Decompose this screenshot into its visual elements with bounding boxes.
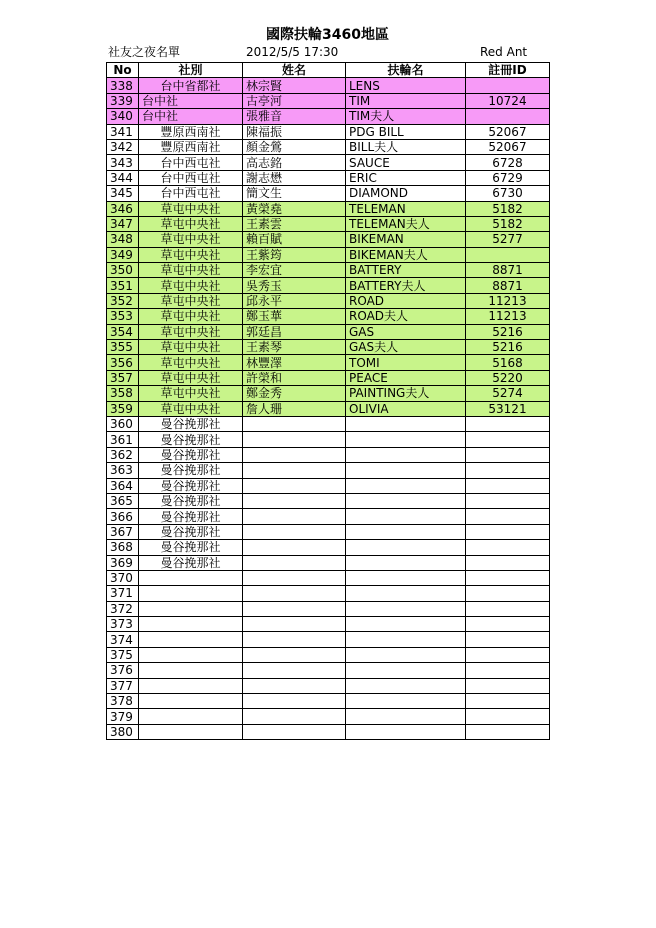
row-rotary-name	[346, 663, 466, 678]
row-registration-id	[466, 109, 550, 124]
row-rotary-name	[346, 555, 466, 570]
row-club: 草屯中央社	[139, 232, 243, 247]
row-club: 草屯中央社	[139, 370, 243, 385]
table-row	[107, 463, 550, 478]
row-member-name: 郭廷昌	[243, 324, 346, 339]
row-member-name: 李宏宜	[243, 263, 346, 278]
row-registration-id	[466, 617, 550, 632]
author-label: Red Ant	[480, 45, 528, 59]
row-number: 354	[107, 324, 139, 339]
row-rotary-name: PDG BILL	[346, 124, 466, 139]
row-number: 346	[107, 201, 139, 216]
row-club: 台中社	[139, 109, 243, 124]
row-club	[139, 586, 243, 601]
row-club: 台中社	[139, 93, 243, 108]
row-number: 339	[107, 93, 139, 108]
table-row	[107, 586, 550, 601]
row-registration-id: 5168	[466, 355, 550, 370]
row-club	[139, 601, 243, 616]
row-number: 373	[107, 617, 139, 632]
row-club: 台中西屯社	[139, 170, 243, 185]
table-row	[107, 201, 550, 216]
table-row	[107, 170, 550, 185]
table-row	[107, 632, 550, 647]
table-row	[107, 663, 550, 678]
row-registration-id: 5182	[466, 216, 550, 231]
row-rotary-name: TELEMAN夫人	[346, 216, 466, 231]
row-rotary-name: ROAD	[346, 293, 466, 308]
table-row	[107, 524, 550, 539]
table-row	[107, 724, 550, 739]
table-row	[107, 78, 550, 93]
row-number: 358	[107, 386, 139, 401]
row-rotary-name	[346, 694, 466, 709]
row-registration-id	[466, 247, 550, 262]
row-member-name	[243, 678, 346, 693]
row-rotary-name: TELEMAN	[346, 201, 466, 216]
row-member-name: 謝志懋	[243, 170, 346, 185]
row-club	[139, 709, 243, 724]
row-number: 345	[107, 186, 139, 201]
row-number: 356	[107, 355, 139, 370]
table-row	[107, 678, 550, 693]
row-rotary-name: LENS	[346, 78, 466, 93]
row-club: 台中省都社	[139, 78, 243, 93]
row-member-name	[243, 509, 346, 524]
row-club: 草屯中央社	[139, 386, 243, 401]
row-rotary-name	[346, 493, 466, 508]
row-registration-id: 8871	[466, 263, 550, 278]
table-row	[107, 355, 550, 370]
row-member-name: 林豐澤	[243, 355, 346, 370]
table-row	[107, 324, 550, 339]
row-member-name: 王素琴	[243, 340, 346, 355]
row-number: 355	[107, 340, 139, 355]
row-registration-id	[466, 570, 550, 585]
row-club	[139, 678, 243, 693]
row-registration-id	[466, 586, 550, 601]
row-number: 365	[107, 493, 139, 508]
row-registration-id	[466, 678, 550, 693]
table-row	[107, 263, 550, 278]
row-rotary-name: GAS	[346, 324, 466, 339]
row-member-name	[243, 617, 346, 632]
row-number: 378	[107, 694, 139, 709]
row-club: 草屯中央社	[139, 247, 243, 262]
row-member-name	[243, 463, 346, 478]
column-header-no: No	[107, 63, 139, 78]
row-number: 367	[107, 524, 139, 539]
row-registration-id	[466, 416, 550, 431]
row-number: 362	[107, 447, 139, 462]
row-registration-id: 52067	[466, 124, 550, 139]
row-rotary-name: BIKEMAN	[346, 232, 466, 247]
row-rotary-name	[346, 601, 466, 616]
row-member-name: 邱永平	[243, 293, 346, 308]
row-number: 364	[107, 478, 139, 493]
row-registration-id	[466, 432, 550, 447]
row-rotary-name	[346, 647, 466, 662]
row-number: 369	[107, 555, 139, 570]
table-row	[107, 109, 550, 124]
row-registration-id: 6729	[466, 170, 550, 185]
row-club: 草屯中央社	[139, 355, 243, 370]
row-club: 草屯中央社	[139, 201, 243, 216]
row-club: 曼谷挽那社	[139, 432, 243, 447]
row-member-name: 詹人珊	[243, 401, 346, 416]
row-rotary-name: PEACE	[346, 370, 466, 385]
row-registration-id: 8871	[466, 278, 550, 293]
table-row	[107, 540, 550, 555]
row-number: 349	[107, 247, 139, 262]
print-datetime: 2012/5/5 17:30	[246, 45, 339, 59]
row-number: 342	[107, 139, 139, 154]
row-member-name: 黃榮堯	[243, 201, 346, 216]
row-rotary-name: ROAD夫人	[346, 309, 466, 324]
row-number: 341	[107, 124, 139, 139]
row-number: 380	[107, 724, 139, 739]
table-row	[107, 570, 550, 585]
row-member-name	[243, 709, 346, 724]
row-rotary-name	[346, 540, 466, 555]
row-club: 曼谷挽那社	[139, 524, 243, 539]
table-row	[107, 647, 550, 662]
row-registration-id: 5216	[466, 324, 550, 339]
table-row	[107, 216, 550, 231]
row-rotary-name: SAUCE	[346, 155, 466, 170]
row-member-name	[243, 493, 346, 508]
row-club: 草屯中央社	[139, 401, 243, 416]
row-number: 344	[107, 170, 139, 185]
table-row	[107, 601, 550, 616]
table-row	[107, 309, 550, 324]
row-registration-id	[466, 78, 550, 93]
row-rotary-name: BILL夫人	[346, 139, 466, 154]
row-club	[139, 617, 243, 632]
row-rotary-name: TIM夫人	[346, 109, 466, 124]
row-rotary-name: OLIVIA	[346, 401, 466, 416]
row-registration-id: 5182	[466, 201, 550, 216]
row-club	[139, 663, 243, 678]
row-number: 348	[107, 232, 139, 247]
row-rotary-name	[346, 416, 466, 431]
row-registration-id: 6730	[466, 186, 550, 201]
row-registration-id	[466, 478, 550, 493]
row-member-name: 吳秀玉	[243, 278, 346, 293]
table-row	[107, 555, 550, 570]
row-registration-id: 6728	[466, 155, 550, 170]
row-rotary-name: DIAMOND	[346, 186, 466, 201]
row-registration-id: 5216	[466, 340, 550, 355]
row-number: 340	[107, 109, 139, 124]
row-registration-id	[466, 555, 550, 570]
row-club: 豐原西南社	[139, 124, 243, 139]
row-rotary-name	[346, 617, 466, 632]
row-registration-id: 52067	[466, 139, 550, 154]
row-number: 360	[107, 416, 139, 431]
row-club: 草屯中央社	[139, 278, 243, 293]
row-number: 353	[107, 309, 139, 324]
row-member-name: 王素雲	[243, 216, 346, 231]
row-number: 376	[107, 663, 139, 678]
column-header-name: 姓名	[243, 63, 346, 78]
row-registration-id: 5220	[466, 370, 550, 385]
row-rotary-name	[346, 724, 466, 739]
row-member-name	[243, 524, 346, 539]
row-registration-id: 5277	[466, 232, 550, 247]
row-number: 363	[107, 463, 139, 478]
row-registration-id	[466, 601, 550, 616]
row-club: 曼谷挽那社	[139, 478, 243, 493]
row-number: 370	[107, 570, 139, 585]
row-member-name: 林宗賢	[243, 78, 346, 93]
row-member-name: 古亭河	[243, 93, 346, 108]
row-member-name	[243, 432, 346, 447]
row-rotary-name	[346, 678, 466, 693]
table-row	[107, 694, 550, 709]
row-number: 377	[107, 678, 139, 693]
row-registration-id	[466, 447, 550, 462]
row-registration-id	[466, 493, 550, 508]
row-member-name: 陳福振	[243, 124, 346, 139]
page-title: 國際扶輪3460地區	[266, 27, 389, 43]
table-row	[107, 186, 550, 201]
row-member-name	[243, 447, 346, 462]
row-registration-id: 11213	[466, 309, 550, 324]
table-row	[107, 401, 550, 416]
table-row	[107, 416, 550, 431]
row-registration-id	[466, 632, 550, 647]
row-club: 草屯中央社	[139, 216, 243, 231]
table-row	[107, 232, 550, 247]
row-number: 343	[107, 155, 139, 170]
row-number: 366	[107, 509, 139, 524]
table-row	[107, 293, 550, 308]
table-row	[107, 93, 550, 108]
row-number: 338	[107, 78, 139, 93]
row-member-name: 張雅音	[243, 109, 346, 124]
row-member-name: 王紫筠	[243, 247, 346, 262]
row-rotary-name: PAINTING夫人	[346, 386, 466, 401]
list-subtitle: 社友之夜名單	[108, 45, 181, 59]
row-number: 347	[107, 216, 139, 231]
row-number: 361	[107, 432, 139, 447]
row-member-name	[243, 570, 346, 585]
row-club: 曼谷挽那社	[139, 509, 243, 524]
row-number: 374	[107, 632, 139, 647]
row-club: 草屯中央社	[139, 263, 243, 278]
row-registration-id	[466, 509, 550, 524]
row-rotary-name: GAS夫人	[346, 340, 466, 355]
row-number: 375	[107, 647, 139, 662]
table-header-row	[107, 63, 550, 78]
row-registration-id: 53121	[466, 401, 550, 416]
row-member-name	[243, 540, 346, 555]
row-member-name	[243, 647, 346, 662]
row-registration-id	[466, 524, 550, 539]
row-club: 台中西屯社	[139, 155, 243, 170]
row-club	[139, 570, 243, 585]
row-rotary-name	[346, 478, 466, 493]
row-rotary-name: TIM	[346, 93, 466, 108]
row-member-name: 賴百賦	[243, 232, 346, 247]
table-row	[107, 709, 550, 724]
row-registration-id	[466, 663, 550, 678]
row-club: 曼谷挽那社	[139, 540, 243, 555]
row-club: 草屯中央社	[139, 340, 243, 355]
table-row	[107, 432, 550, 447]
table-row	[107, 478, 550, 493]
row-rotary-name	[346, 524, 466, 539]
row-club	[139, 724, 243, 739]
row-club: 台中西屯社	[139, 186, 243, 201]
table-row	[107, 509, 550, 524]
row-number: 351	[107, 278, 139, 293]
row-number: 371	[107, 586, 139, 601]
row-member-name	[243, 724, 346, 739]
row-club	[139, 647, 243, 662]
row-number: 372	[107, 601, 139, 616]
row-member-name	[243, 632, 346, 647]
row-member-name: 鄭金秀	[243, 386, 346, 401]
row-club: 曼谷挽那社	[139, 555, 243, 570]
row-registration-id: 11213	[466, 293, 550, 308]
row-member-name: 鄭玉華	[243, 309, 346, 324]
table-row	[107, 386, 550, 401]
row-club: 草屯中央社	[139, 309, 243, 324]
row-rotary-name: BIKEMAN夫人	[346, 247, 466, 262]
row-club: 曼谷挽那社	[139, 463, 243, 478]
row-club: 曼谷挽那社	[139, 493, 243, 508]
row-member-name	[243, 663, 346, 678]
row-member-name	[243, 555, 346, 570]
row-number: 357	[107, 370, 139, 385]
row-registration-id	[466, 724, 550, 739]
row-club	[139, 632, 243, 647]
row-rotary-name	[346, 447, 466, 462]
table-row	[107, 493, 550, 508]
row-rotary-name: TOMI	[346, 355, 466, 370]
row-member-name: 許榮和	[243, 370, 346, 385]
row-registration-id: 5274	[466, 386, 550, 401]
row-registration-id: 10724	[466, 93, 550, 108]
row-rotary-name: ERIC	[346, 170, 466, 185]
table-row	[107, 278, 550, 293]
column-header-rotary-name: 扶輪名	[346, 63, 466, 78]
row-number: 352	[107, 293, 139, 308]
row-rotary-name	[346, 632, 466, 647]
column-header-club: 社別	[139, 63, 243, 78]
row-club: 草屯中央社	[139, 293, 243, 308]
row-club: 草屯中央社	[139, 324, 243, 339]
row-member-name	[243, 694, 346, 709]
table-row	[107, 139, 550, 154]
row-club: 曼谷挽那社	[139, 447, 243, 462]
member-table	[106, 62, 550, 740]
row-number: 350	[107, 263, 139, 278]
table-row	[107, 370, 550, 385]
row-rotary-name: BATTERY	[346, 263, 466, 278]
row-rotary-name	[346, 570, 466, 585]
row-rotary-name	[346, 463, 466, 478]
row-rotary-name	[346, 709, 466, 724]
row-rotary-name	[346, 509, 466, 524]
row-member-name: 顏金鶯	[243, 139, 346, 154]
table-row	[107, 155, 550, 170]
row-club	[139, 694, 243, 709]
row-number: 379	[107, 709, 139, 724]
row-member-name	[243, 478, 346, 493]
row-club: 豐原西南社	[139, 139, 243, 154]
row-member-name	[243, 601, 346, 616]
table-row	[107, 617, 550, 632]
row-registration-id	[466, 647, 550, 662]
table-row	[107, 447, 550, 462]
table-row	[107, 247, 550, 262]
table-row	[107, 340, 550, 355]
row-registration-id	[466, 463, 550, 478]
row-registration-id	[466, 540, 550, 555]
column-header-registration-id: 註冊ID	[466, 63, 550, 78]
row-member-name	[243, 416, 346, 431]
row-registration-id	[466, 694, 550, 709]
row-member-name	[243, 586, 346, 601]
table-row	[107, 124, 550, 139]
row-number: 359	[107, 401, 139, 416]
row-rotary-name: BATTERY夫人	[346, 278, 466, 293]
row-rotary-name	[346, 432, 466, 447]
row-club: 曼谷挽那社	[139, 416, 243, 431]
row-member-name: 高志銘	[243, 155, 346, 170]
row-member-name: 簡文生	[243, 186, 346, 201]
row-registration-id	[466, 709, 550, 724]
table-body	[107, 78, 550, 740]
row-number: 368	[107, 540, 139, 555]
row-rotary-name	[346, 586, 466, 601]
